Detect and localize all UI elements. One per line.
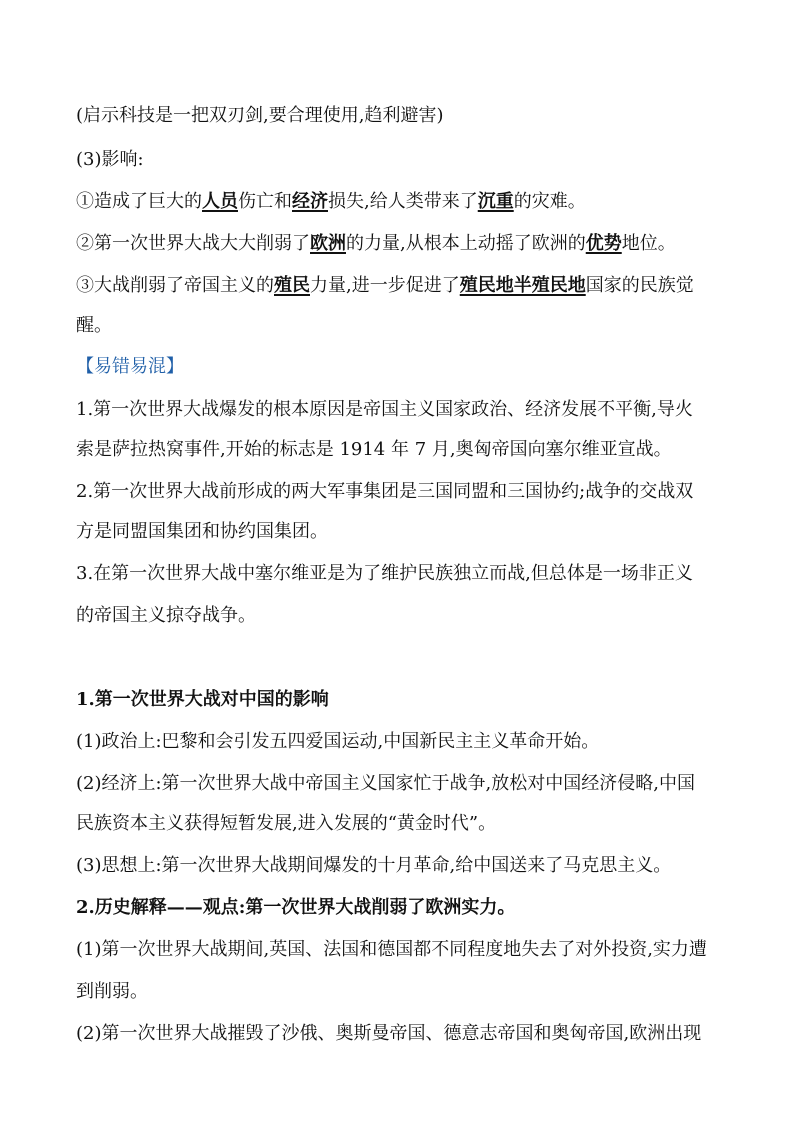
text-segment: 损失,给人类带来了 [328, 191, 478, 212]
confusion-p3-line1: 3.在第一次世界大战中塞尔维亚是为了维护民族独立而战,但总体是一场非正义 [76, 563, 693, 584]
text-segment: ③大战削弱了帝国主义的 [76, 275, 274, 296]
confusion-p2-line1: 2.第一次世界大战前形成的两大军事集团是三国同盟和三国协约;战争的交战双 [76, 481, 694, 502]
keyword-heavy: 沉重 [477, 191, 514, 212]
confusion-p1-line2: 索是萨拉热窝事件,开始的标志是 1914 年 7 月,奥匈帝国向塞尔维亚宣战。 [76, 439, 672, 460]
history-p1-line2: 到削弱。 [76, 981, 148, 1002]
history-p2-line1: (2)第一次世界大战摧毁了沙俄、奥斯曼帝国、德意志帝国和奥匈帝国,欧洲出现 [76, 1023, 702, 1044]
confusion-title: 【易错易混】 [76, 356, 184, 377]
history-section-title: 2.历史解释——观点:第一次世界大战削弱了欧洲实力。 [76, 897, 516, 918]
influence-heading: (3)影响: [76, 149, 144, 170]
text-segment: 国家的民族觉 [585, 275, 694, 296]
china-p2-line1: (2)经济上:第一次世界大战中帝国主义国家忙于战争,放松对中国经济侵略,中国 [76, 773, 696, 794]
influence-item-2 [76, 232, 676, 256]
confusion-p2-line2: 方是同盟国集团和协约国集团。 [76, 521, 328, 542]
text-segment: ②第一次世界大战大大削弱了 [76, 233, 310, 254]
history-p1-line1: (1)第一次世界大战期间,英国、法国和德国都不同程度地失去了对外投资,实力遭 [76, 939, 707, 960]
china-section-title: 1.第一次世界大战对中国的影响 [76, 689, 329, 710]
text-segment: ①造成了巨大的 [76, 191, 202, 212]
confusion-p3-line2: 的帝国主义掠夺战争。 [76, 605, 256, 626]
text-segment: 的力量,从根本上动摇了欧洲的 [346, 233, 586, 254]
keyword-colonial: 殖民 [274, 275, 310, 296]
china-p3: (3)思想上:第一次世界大战期间爆发的十月革命,给中国送来了马克思主义。 [76, 855, 672, 876]
confusion-p1-line1: 1.第一次世界大战爆发的根本原因是帝国主义国家政治、经济发展不平衡,导火 [76, 399, 693, 420]
china-p1: (1)政治上:巴黎和会引发五四爱国运动,中国新民主主义革命开始。 [76, 731, 600, 752]
keyword-economy: 经济 [292, 191, 328, 212]
keyword-colonies: 殖民地半殖民地 [459, 275, 586, 296]
influence-item-1 [76, 190, 586, 214]
text-segment: 力量,进一步促进了 [310, 275, 460, 296]
text-segment: 地位。 [621, 233, 676, 254]
keyword-europe: 欧洲 [310, 233, 346, 254]
influence-item-3 [76, 274, 694, 298]
keyword-advantage: 优势 [585, 233, 622, 254]
influence-item-3-cont: 醒。 [76, 315, 112, 336]
text-segment: 伤亡和 [238, 191, 292, 212]
text-segment: 的灾难。 [513, 191, 586, 212]
china-p2-line2: 民族资本主义获得短暂发展,进入发展的“黄金时代”。 [76, 813, 497, 834]
hint-line: (启示科技是一把双刃剑,要合理使用,趋利避害) [76, 105, 444, 126]
keyword-personnel: 人员 [202, 191, 238, 212]
